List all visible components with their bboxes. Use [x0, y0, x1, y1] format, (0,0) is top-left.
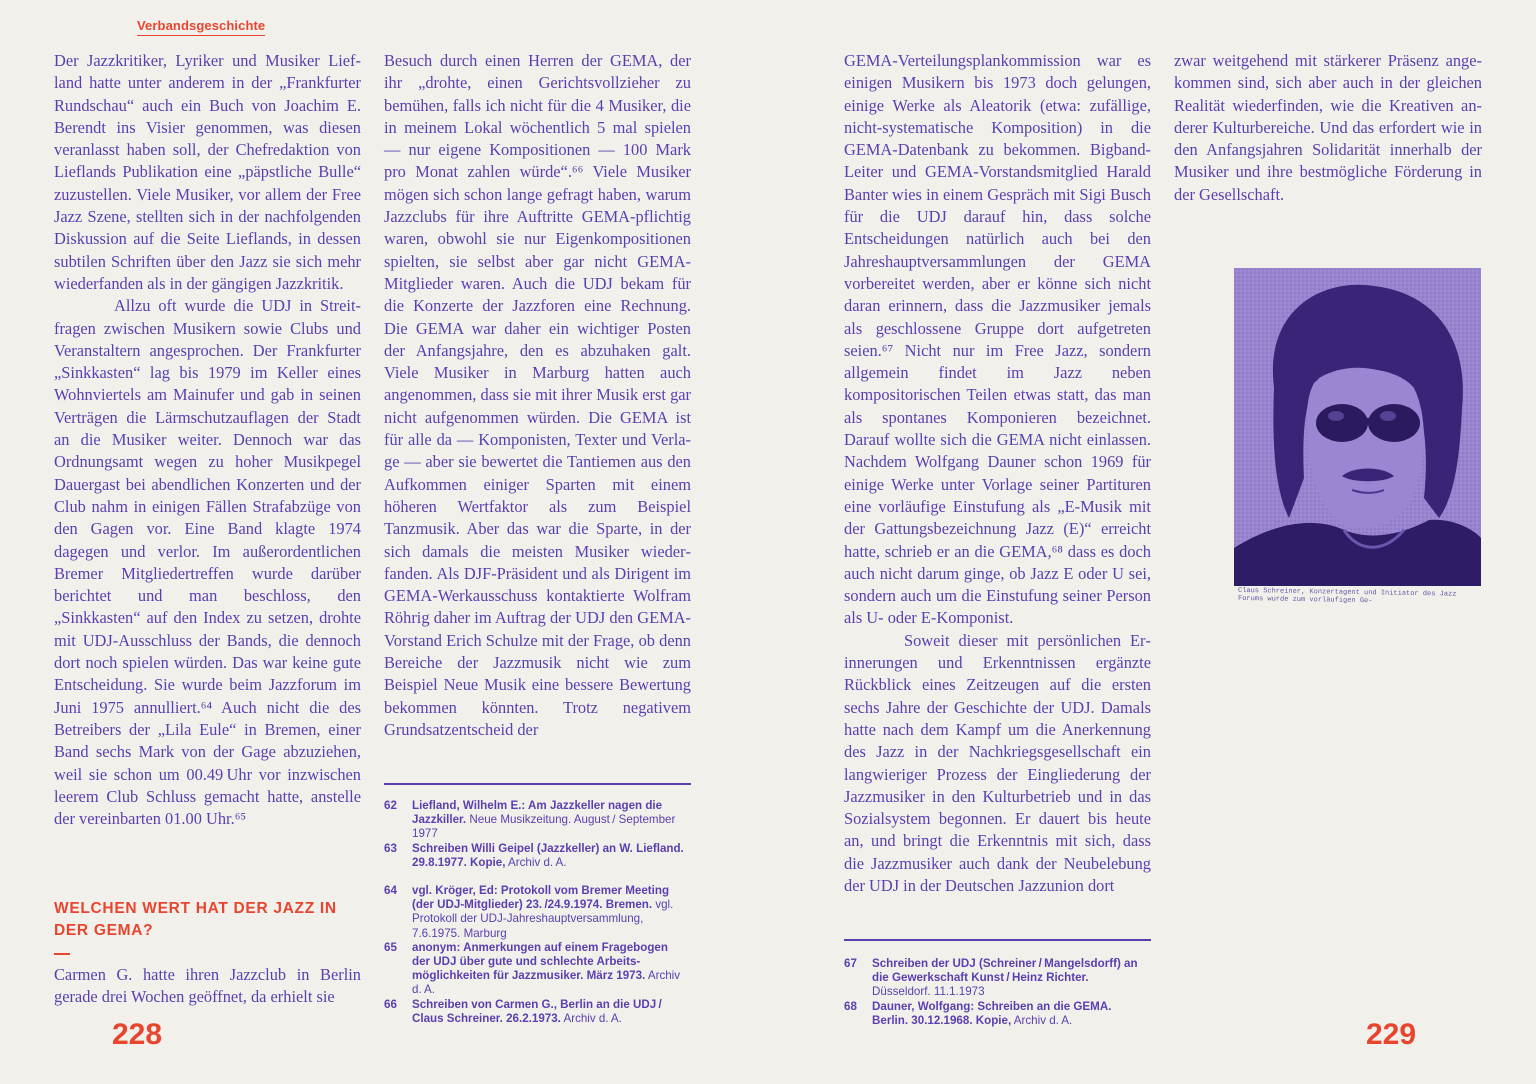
footnote-source: anonym: Anmerkungen auf einem Fragebogen der UDJ über gute und schlechte Arbeitsmöglichkeiten für Jazzmusiker. März 1973.	[412, 940, 668, 983]
footnotes-right	[844, 957, 1144, 1028]
footnote-number: 67	[844, 957, 857, 970]
paragraph: Carmen G. hatte ihren Jazzclub in Berlin gerade drei Wochen geöffnet, da erhielt sie	[54, 965, 361, 1007]
paragraph: GEMA-Verteilungsplankommission war es einigen Musikern bis 1973 doch gelungen, einige Werke als Aleatorik (etwa: zufällige, nicht-systematische Komposition) in die GEMA-Datenbank zu bekommen. Bigband-Leiter und GEMA-Vorstandsmitglied Harald Banter wies in einem Gespräch mit Sigi Busch für die UDJ darauf hin, dass solche Entscheidungen natürlich auch bei den Jahreshauptversammlungen der GEMA vorbereitet werden, aber er könne sich nicht daran erinnern, dass die Jazzmusiker jemals als geschlossene Gruppe dort aufgetreten seien.⁶⁷ Nicht nur im Free Jazz, sondern allgemein findet im Jazz neben kompositorischen Teilen etwas statt, das man als spontanes Komponieren bezeichnet. Darauf wollte sich die GEMA nicht einlassen. Nachdem Wolfgang Dauner schon 1969 für einige Werke unter Vorlage seiner Partituren eine vorläufige Einstufung als „E-Musik mit der Gattungsbezeichnung Jazz (E)“ erreicht hatte, schrieb er an die GEMA,⁶⁸ dass es doch auch nicht darum ginge, ob Jazz E oder U sei, sondern auch um die Einstufung seiner Person als U- oder E-Komponist.	[844, 51, 1151, 628]
footnote-detail: Archiv d. A.	[412, 969, 681, 997]
footnote	[844, 957, 1144, 1000]
footnote-text	[872, 957, 1144, 1000]
footnote-text	[412, 941, 684, 998]
footnote-detail: Archiv d. A.	[560, 1011, 622, 1025]
paragraph: Der Jazzkritiker, Lyriker und Musiker Liefland hatte unter anderem in der „Frankfurter Rundschau“ auch ein Buch von Joachim E. Berendt ins Visier genommen, was diesen veranlasst haben soll, der Chefredaktion von Lieflands Publikation eine „päpstliche Bulle“ zuzustellen. Viele Musiker, vor allem der Free Jazz Szene, stellten sich in der nachfolgenden Diskussion auf die Seite Lieflands, in dessen subtilen Schriften über den Jazz sie sich mehr wiederfanden als in der gängigen Jazzkritik.	[54, 51, 361, 293]
photo-caption: Claus Schreiner, Konzertagent und Initiator des Jazz Forums wurde zum vorläufigen Ge-	[1238, 586, 1457, 606]
footnote-detail: Düsseldorf. 11.1.1973	[872, 985, 985, 999]
paragraph: Besuch durch einen Herren der GEMA, der ihr „drohte, einen Gerichtsvollzieher zu bemühen, falls ich nicht für die 4 Musiker, die in meinem Lokal wöchentlich 5 mal spielen — nur eigene Kompositionen — 100 Mark pro Monat zahlen würde“.⁶⁶ Viele Musiker mögen sich schon lange gefragt haben, warum Jazzclubs für ihre Auftritte GEMA-pflichtig waren, obwohl sie nur Eigenkompositionen spielten, sie selbst aber gar nicht GEMA-Mitglieder waren. Auch die UDJ bekam für die Konzerte der Jazzforen eine Rechnung. Die GEMA war daher ein wichtiger Posten der Anfangsjahre, den es abzuhaken galt. Viele Musiker in Marburg hatten auch angenommen, dass sie mit ihrer Musik erst gar nicht aufgenommen würden. Die GEMA ist für alle da — Komponisten, Texter und Verlage — aber sie bewertet die Tantiemen aus den Aufkommen einiger Sparten mit einem höheren Wertfaktor als zum Beispiel Tanzmusik. Aber das war die Sparte, in der sich damals die meisten Musiker wiederfanden. Als DJF-Präsident und als Dirigent im GEMA-Werkausschuss kontaktierte Wolfram Röhrig daher im Auftrag der UDJ den GEMA-Vorstand Erich Schulze mit der Frage, ob denn Bereiche der Jazzmusik nicht wie zum Beispiel Neue Musik eine bessere Bewertung bekommen könnten. Trotz negativem Grundsatzentscheid der	[384, 51, 691, 739]
footnote-rule	[844, 939, 1151, 941]
footnote-source: Schreiben der UDJ (Schreiner / Mangelsdorff) an die Gewerkschaft Kunst / Heinz Richter.	[872, 957, 1138, 985]
footnote-source: Dauner, Wolfgang: Schreiben an die GEMA. Berlin. 30.12.1968. Kopie,	[872, 999, 1112, 1027]
paragraph: Allzu oft wurde die UDJ in Streitfragen zwischen Musikern sowie Clubs und Veranstaltern angesprochen. Der Frankfurter „Sinkkasten“ lag bis 1979 im Keller eines Wohnviertels am Mainufer und gab in seinen Verträgen die Lärmschutzauflagen der Stadt an die Musiker weiter. Dennoch war das Ordnungsamt wegen zu hoher Musikpegel Dauergast bei abendlichen Konzerten und der Club nahm in einigen Fällen Strafabzüge von den Gagen vor. Eine Band klagte 1974 dagegen und verlor. Im außerordentlichen Bremer Mitgliedertreffen wurde darüber berichtet und man beschloss, den „Sinkkasten“ auf den Index zu setzen, drohte mit UDJ-Ausschluss der Bands, die dennoch dort noch spielen würden. Das war keine gute Entscheidung. Sie wurde beim Jazzforum im Juni 1975 annulliert.⁶⁴ Auch nicht die des Betreibers der „Lila Eule“ in Bremen, einer Band sechs Mark von der Gage abzuziehen, weil sie schon um 00.49 Uhr vor inzwischen leerem Club Schluss gemacht hatte, anstelle der vereinbarten 01.00 Uhr.⁶⁵	[54, 296, 361, 829]
footnote-detail: Archiv d. A.	[1011, 1013, 1073, 1027]
footnote	[384, 998, 684, 1026]
footnote-source: Schreiben von Carmen G., Berlin an die UDJ / Claus Schreiner. 26.2.1973.	[412, 997, 665, 1025]
footnote-source: Liefland, Wilhelm E.: Am Jazzkeller nagen die Jazzkiller.	[412, 799, 663, 827]
page-number-right: 229	[1366, 1018, 1417, 1051]
footnote	[384, 941, 684, 998]
portrait-illustration	[1234, 268, 1481, 586]
footnote-number: 64	[384, 884, 397, 898]
footnote-text	[412, 799, 684, 842]
footnote	[844, 1000, 1144, 1028]
paragraph: Soweit dieser mit persönlichen Erinnerungen und Erkenntnissen ergänzte Rückblick eines Zeitzeugen auf die ersten sechs Jahre der Geschichte der UDJ. Damals hatte nach dem Kampf um die Anerkennung des Jazz in der Nachkriegsgesellschaft ein langwieriger Prozess der Eingliederung der Jazzmusiker in den Kulturbetrieb und in das Sozialsystem begonnen. Er dauert bis heute an, und bringt die Erkenntnis mit sich, dass die Jazzmusiker auch dank der Neubelebung der UDJ in der Deutschen Jazzunion dort	[844, 630, 1151, 895]
heading-dash	[54, 953, 70, 955]
footnote-text	[412, 998, 684, 1026]
footnote-number: 62	[384, 799, 397, 812]
column-3	[844, 50, 1151, 897]
footnote-detail: Archiv d. A.	[505, 855, 567, 869]
footnote	[384, 842, 684, 870]
footnote-rule	[384, 783, 691, 785]
footnote-text	[872, 1000, 1144, 1028]
page-number-left: 228	[112, 1018, 163, 1051]
footnote-number: 63	[384, 841, 397, 855]
footnote-source: Schreiben Willi Geipel (Jazzkeller) an W. Liefland. 29.8.1977. Kopie,	[412, 841, 684, 869]
footnote	[384, 799, 684, 842]
footnote-source: vgl. Kröger, Ed: Protokoll vom Bremer Meeting (der UDJ-Mitglieder) 23. /24.9.1974. Bremen.	[412, 884, 670, 912]
footnote-text	[412, 842, 684, 870]
footnote	[384, 884, 684, 941]
paragraph: zwar weitgehend mit stärkerer Präsenz angekommen sind, sich aber auch in der gleichen Realität wiederfinden, wie die Kreativen anderer Kulturbereiche. Und das erfordert wie in den Anfangsjahren Solidarität innerhalb der Musiker und ihre bestmögliche Förderung in der Gesellschaft.	[1174, 51, 1482, 204]
portrait-photo	[1234, 268, 1481, 586]
footnote-number: 66	[384, 997, 397, 1011]
section-label: Verbandsgeschichte	[137, 18, 265, 36]
column-1-continued	[54, 964, 361, 1009]
footnote-number: 68	[844, 999, 857, 1013]
section-heading: WELCHEN WERT HAT DER JAZZ IN DER GEMA?	[54, 900, 337, 939]
footnotes-left	[384, 799, 684, 1026]
footnote-text	[412, 884, 684, 941]
footnote-detail: Neue Musikzeitung. August / September 1977	[412, 813, 676, 841]
column-1	[54, 50, 361, 830]
footnote-number: 65	[384, 940, 397, 954]
column-2	[384, 50, 691, 741]
footnote-detail: vgl. Protokoll der UDJ-Jahreshauptversammlung, 7.6.1975. Marburg	[412, 898, 674, 940]
column-4	[1174, 50, 1482, 206]
